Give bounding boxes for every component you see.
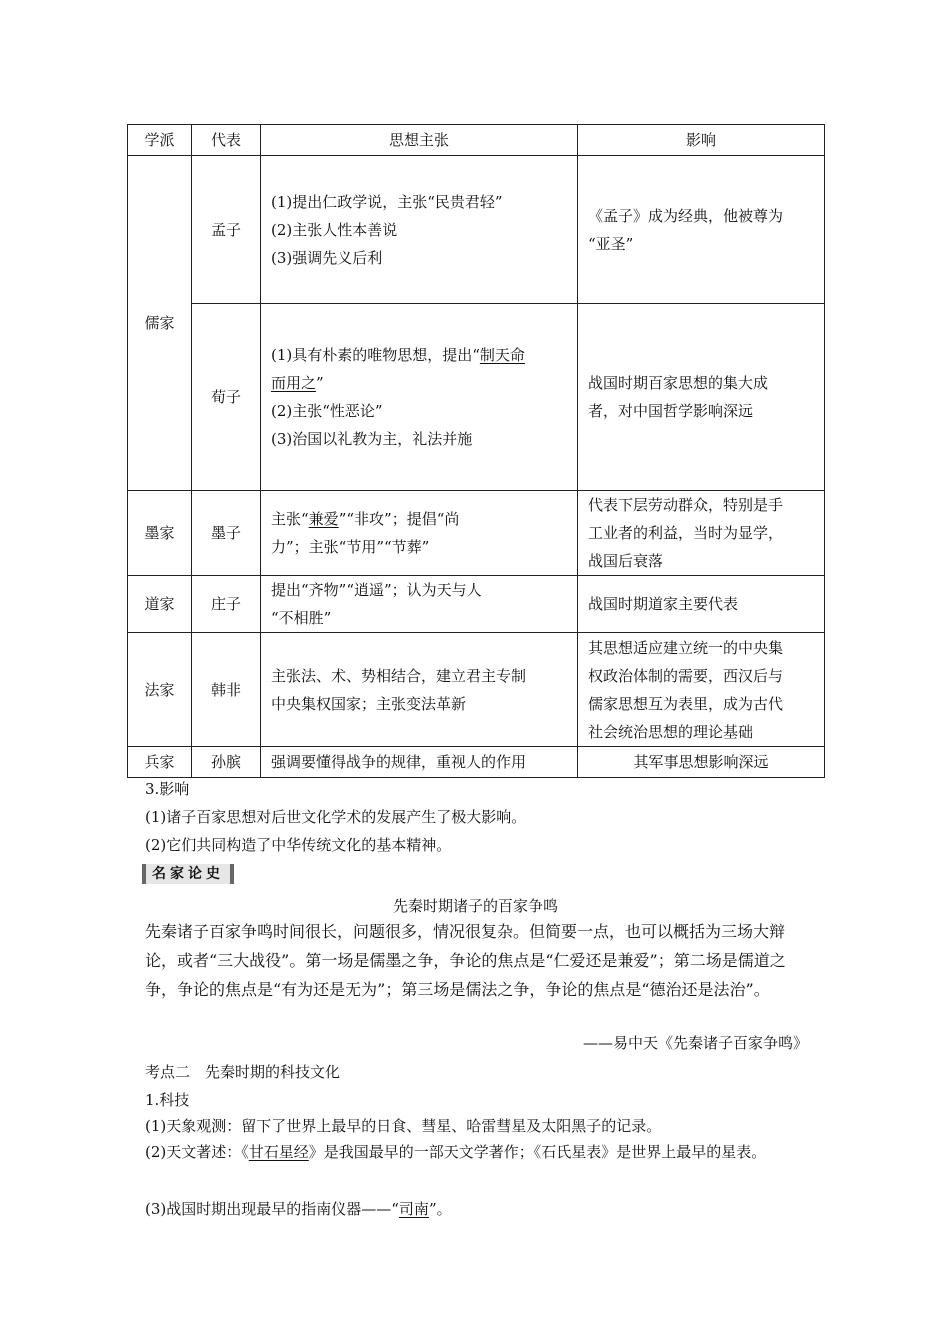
tech-item-text: (2)天文著述：《 [145, 1143, 249, 1161]
impact-cell: 其军事思想影响深远 [578, 747, 825, 778]
idea-line: 主张法、术、势相结合，建立君主专制 [271, 666, 527, 685]
header-school: 学派 [128, 125, 192, 156]
influence-heading: 3.影响 [145, 780, 190, 798]
idea-line: (2)主张人性本善说 [271, 220, 398, 239]
impact-line: 代表下层劳动群众，特别是手 [588, 496, 784, 514]
ideas-cell [261, 304, 578, 491]
tech-item-text: ”。 [428, 1200, 452, 1218]
idea-line: “不相胜” [271, 609, 332, 627]
expert-title: 先秦时期诸子的百家争鸣 [392, 897, 558, 915]
table-row [128, 491, 825, 576]
table-row [128, 747, 825, 778]
impact-line: 工业者的利益，当时为显学， [588, 524, 784, 542]
idea-text: 主张“ [271, 510, 309, 528]
idea-line [271, 505, 567, 533]
header-impact: 影响 [578, 125, 825, 156]
impact-cell [578, 633, 825, 747]
ideas-cell [261, 576, 578, 633]
school-cell: 墨家 [128, 491, 192, 576]
school-cell: 法家 [128, 633, 192, 747]
representative-cell: 孟子 [192, 156, 261, 304]
impact-cell [578, 491, 825, 576]
idea-line: 力”；主张“节用”“节葬” [271, 538, 430, 556]
section-subheading: 1.科技 [145, 1091, 190, 1109]
badge-label: 名家论史 [146, 864, 230, 884]
impact-line: 权政治体制的需要，西汉后与 [588, 666, 784, 685]
idea-text: ” [316, 374, 324, 392]
ideas-cell [261, 633, 578, 747]
section-title: 考点二 先秦时期的科技文化 [145, 1063, 341, 1081]
idea-line: (3)治国以礼教为主，礼法并施 [271, 430, 473, 448]
idea-line: (1)提出仁政学说，主张“民贵君轻” [271, 192, 503, 211]
representative-cell: 孙膑 [192, 747, 261, 778]
underlined-term: 而用之 [271, 374, 317, 392]
underlined-term: 甘石星经 [248, 1143, 309, 1161]
ideas-cell [261, 491, 578, 576]
impact-line: 社会统治思想的理论基础 [588, 722, 754, 741]
table-row [128, 304, 825, 491]
expert-badge [142, 863, 234, 885]
idea-text: ”“非攻”；提倡“尚 [338, 510, 460, 528]
tech-item-text: (3)战国时期出现最早的指南仪器——“ [145, 1200, 399, 1218]
ideas-cell: 强调要懂得战争的规律，重视人的作用 [261, 747, 578, 778]
tech-item-text: 》是我国最早的一部天文学著作；《石氏星表》是世界上最早的星表。 [308, 1143, 767, 1161]
idea-line: 提出“齐物”“逍遥”；认为天与人 [271, 581, 482, 599]
influence-item: (1)诸子百家思想对后世文化学术的发展产生了极大影响。 [145, 808, 527, 826]
impact-line: 战国后衰落 [588, 552, 664, 570]
tech-item [145, 1138, 809, 1166]
ideas-cell [261, 156, 578, 304]
impact-line: 战国时期道家主要代表 [588, 595, 739, 613]
underlined-term: 制天命 [479, 346, 525, 364]
impact-line: 其思想适应建立统一的中央集 [588, 638, 784, 657]
tech-item [145, 1198, 452, 1219]
idea-line: (2)主张“性恶论” [271, 402, 383, 420]
school-cell: 道家 [128, 576, 192, 633]
representative-cell: 韩非 [192, 633, 261, 747]
table-row [128, 576, 825, 633]
impact-cell [578, 156, 825, 304]
header-ideas: 思想主张 [261, 125, 578, 156]
impact-cell [578, 304, 825, 491]
school-cell: 兵家 [128, 747, 192, 778]
table-row [128, 633, 825, 747]
idea-line: (3)强调先义后利 [271, 248, 383, 267]
idea-text: (1)具有朴素的唯物思想，提出“ [271, 346, 480, 364]
table-row [128, 156, 825, 304]
school-cell: 儒家 [128, 156, 192, 491]
table-header-row [128, 125, 825, 156]
idea-line: 中央集权国家；主张变法革新 [271, 694, 467, 713]
impact-line: 者，对中国哲学影响深远 [588, 402, 754, 420]
idea-line [271, 369, 567, 397]
underlined-term: 兼爱 [308, 510, 339, 528]
influence-item: (2)它们共同构造了中华传统文化的基本精神。 [145, 836, 452, 854]
idea-line [271, 341, 567, 369]
representative-cell: 庄子 [192, 576, 261, 633]
representative-cell: 荀子 [192, 304, 261, 491]
underlined-term: 司南 [398, 1200, 429, 1218]
representative-cell: 墨子 [192, 491, 261, 576]
header-representative: 代表 [192, 125, 261, 156]
expert-source: ——易中天《先秦诸子百家争鸣》 [582, 1034, 808, 1052]
impact-cell [578, 576, 825, 633]
schools-table [127, 124, 825, 778]
impact-line: 儒家思想互为表里，成为古代 [588, 694, 784, 713]
impact-line: 《孟子》成为经典，他被尊为 [588, 206, 784, 225]
badge-bar-right [230, 864, 234, 884]
impact-line: 战国时期百家思想的集大成 [588, 374, 769, 392]
tech-item: (1)天象观测：留下了世界上最早的日食、彗星、哈雷彗星及太阳黑子的记录。 [145, 1117, 662, 1135]
expert-body: 先秦诸子百家争鸣时间很长，问题很多，情况很复杂。但简要一点，也可以概括为三场大辩论，或者“三大战役”。第一场是儒墨之争，争论的焦点是“仁爱还是兼爱”；第二场是儒道之争，争论的焦点是“有为还是无为”；第三场是儒法之争，争论的焦点是“德治还是法治”。 [145, 922, 786, 999]
impact-line: “亚圣” [588, 234, 634, 253]
